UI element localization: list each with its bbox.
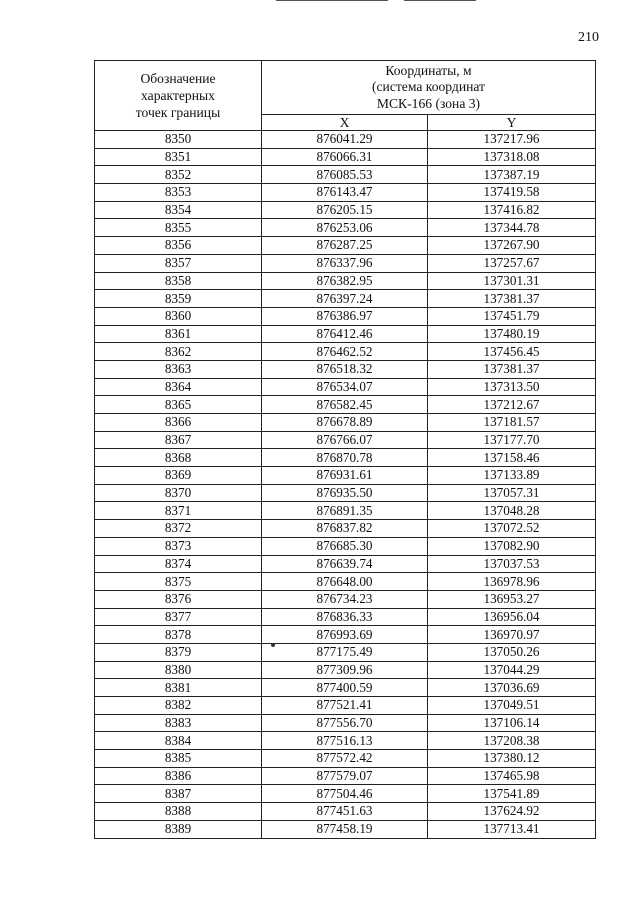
table-row: [95, 661, 596, 679]
cell-x: 876766.07: [262, 431, 428, 449]
cell-point: 8385: [95, 750, 262, 768]
cell-point: 8374: [95, 555, 262, 573]
cell-point: 8383: [95, 714, 262, 732]
table-row: [95, 467, 596, 485]
cell-y: 137456.45: [428, 343, 596, 361]
cell-point: 8376: [95, 590, 262, 608]
cell-x: 876678.89: [262, 414, 428, 432]
cell-x: 876386.97: [262, 307, 428, 325]
table-row: [95, 520, 596, 538]
cell-point: 8373: [95, 537, 262, 555]
cell-point: 8367: [95, 431, 262, 449]
table-row: [95, 307, 596, 325]
header-coords-line: МСК-166 (зона 3): [376, 95, 481, 111]
table-row: [95, 396, 596, 414]
cell-point: 8357: [95, 254, 262, 272]
cell-point: 8381: [95, 679, 262, 697]
top-rule-right: [404, 0, 476, 1]
table-row: [95, 219, 596, 237]
header-points-line: характерных: [141, 88, 215, 103]
table-row: [95, 750, 596, 768]
cell-point: 8387: [95, 785, 262, 803]
cell-point: 8377: [95, 608, 262, 626]
cell-y: 137318.08: [428, 148, 596, 166]
cell-point: 8382: [95, 697, 262, 715]
cell-point: 8371: [95, 502, 262, 520]
cell-y: 136953.27: [428, 590, 596, 608]
cell-x: 876993.69: [262, 626, 428, 644]
cell-y: 137133.89: [428, 467, 596, 485]
header-x: X: [262, 115, 428, 131]
cell-x: 876935.50: [262, 484, 428, 502]
cell-y: 137381.37: [428, 360, 596, 378]
table-row: [95, 555, 596, 573]
cell-y: 137217.96: [428, 131, 596, 149]
cell-x: 876412.46: [262, 325, 428, 343]
cell-y: 137177.70: [428, 431, 596, 449]
cell-x: 876143.47: [262, 184, 428, 202]
header-coords-line: (система координат: [372, 79, 485, 95]
cell-x: 877521.41: [262, 697, 428, 715]
cell-point: 8364: [95, 378, 262, 396]
cell-y: 137050.26: [428, 643, 596, 661]
cell-x: 876382.95: [262, 272, 428, 290]
header-points-line: точек границы: [135, 105, 221, 120]
table-row: [95, 131, 596, 149]
table-row: [95, 414, 596, 432]
table-row: [95, 679, 596, 697]
cell-point: 8375: [95, 573, 262, 591]
cell-point: 8386: [95, 767, 262, 785]
cell-point: 8384: [95, 732, 262, 750]
cell-x: 877458.19: [262, 820, 428, 838]
cell-y: 137158.46: [428, 449, 596, 467]
cell-point: 8369: [95, 467, 262, 485]
cell-point: 8368: [95, 449, 262, 467]
cell-x: 876931.61: [262, 467, 428, 485]
header-coords-line: Координаты, м: [385, 62, 472, 78]
cell-x: 876066.31: [262, 148, 428, 166]
cell-y: 137048.28: [428, 502, 596, 520]
page-number: 210: [578, 30, 599, 45]
table-row: [95, 484, 596, 502]
table-row: [95, 767, 596, 785]
table-row: [95, 803, 596, 821]
cell-x: 877309.96: [262, 661, 428, 679]
cell-point: 8362: [95, 343, 262, 361]
cell-point: 8379: [95, 643, 262, 661]
table-row: [95, 378, 596, 396]
cell-y: 137381.37: [428, 290, 596, 308]
cell-y: 137624.92: [428, 803, 596, 821]
cell-y: 136978.96: [428, 573, 596, 591]
table-row: [95, 697, 596, 715]
cell-x: 877572.42: [262, 750, 428, 768]
header-y: Y: [428, 115, 596, 131]
cell-point: 8378: [95, 626, 262, 644]
header-points-line: Обозначение: [140, 71, 216, 86]
table-row: [95, 537, 596, 555]
table-row: [95, 590, 596, 608]
cell-point: 8356: [95, 237, 262, 255]
cell-x: 877579.07: [262, 767, 428, 785]
cell-x: 876337.96: [262, 254, 428, 272]
cell-x: 877400.59: [262, 679, 428, 697]
table-body: [95, 131, 596, 839]
cell-y: 137049.51: [428, 697, 596, 715]
table-row: [95, 148, 596, 166]
cell-y: 137208.38: [428, 732, 596, 750]
table-row: [95, 449, 596, 467]
cell-point: 8359: [95, 290, 262, 308]
cell-point: 8354: [95, 201, 262, 219]
table-row: [95, 573, 596, 591]
table-row: [95, 643, 596, 661]
cell-x: 877504.46: [262, 785, 428, 803]
cell-x: 876639.74: [262, 555, 428, 573]
cell-point: 8361: [95, 325, 262, 343]
table-row: [95, 714, 596, 732]
cell-point: 8351: [95, 148, 262, 166]
table-row: [95, 184, 596, 202]
cell-y: 137181.57: [428, 414, 596, 432]
cell-y: 137212.67: [428, 396, 596, 414]
cell-y: 137313.50: [428, 378, 596, 396]
header-points: [95, 61, 262, 131]
cell-y: 137044.29: [428, 661, 596, 679]
table-row: [95, 343, 596, 361]
cell-point: 8389: [95, 820, 262, 838]
cell-x: 876582.45: [262, 396, 428, 414]
cell-y: 137267.90: [428, 237, 596, 255]
cell-y: 137541.89: [428, 785, 596, 803]
cell-x: 876891.35: [262, 502, 428, 520]
cell-y: 137465.98: [428, 767, 596, 785]
table-row: [95, 820, 596, 838]
cell-x: 876518.32: [262, 360, 428, 378]
cell-y: 137380.12: [428, 750, 596, 768]
cell-point: 8372: [95, 520, 262, 538]
table-row: [95, 201, 596, 219]
cell-x: 876462.52: [262, 343, 428, 361]
cell-point: 8363: [95, 360, 262, 378]
cell-point: 8350: [95, 131, 262, 149]
cell-x: 876870.78: [262, 449, 428, 467]
cell-x: 876836.33: [262, 608, 428, 626]
cell-x: 876085.53: [262, 166, 428, 184]
scan-artifact-dot: [271, 643, 275, 647]
cell-y: 137257.67: [428, 254, 596, 272]
cell-y: 136956.04: [428, 608, 596, 626]
cell-x: 876041.29: [262, 131, 428, 149]
cell-point: 8366: [95, 414, 262, 432]
cell-y: 136970.97: [428, 626, 596, 644]
cell-x: 877451.63: [262, 803, 428, 821]
coordinates-table: [94, 60, 596, 839]
cell-x: 877175.49: [262, 643, 428, 661]
table-row: [95, 502, 596, 520]
table-row: [95, 272, 596, 290]
cell-x: 876648.00: [262, 573, 428, 591]
cell-x: 876685.30: [262, 537, 428, 555]
cell-x: 877556.70: [262, 714, 428, 732]
header-coordinates: [262, 61, 596, 115]
cell-x: 876534.07: [262, 378, 428, 396]
table-row: [95, 626, 596, 644]
cell-y: 137072.52: [428, 520, 596, 538]
cell-x: 876253.06: [262, 219, 428, 237]
cell-y: 137037.53: [428, 555, 596, 573]
cell-y: 137057.31: [428, 484, 596, 502]
cell-y: 137344.78: [428, 219, 596, 237]
cell-y: 137451.79: [428, 307, 596, 325]
table-row: [95, 237, 596, 255]
cell-x: 877516.13: [262, 732, 428, 750]
table-row: [95, 431, 596, 449]
cell-y: 137106.14: [428, 714, 596, 732]
table-row: [95, 608, 596, 626]
table-row: [95, 360, 596, 378]
cell-point: 8380: [95, 661, 262, 679]
cell-x: 876837.82: [262, 520, 428, 538]
cell-y: 137082.90: [428, 537, 596, 555]
table-row: [95, 166, 596, 184]
cell-y: 137301.31: [428, 272, 596, 290]
cell-x: 876734.23: [262, 590, 428, 608]
cell-point: 8352: [95, 166, 262, 184]
top-rule-left: [276, 0, 388, 1]
cell-x: 876287.25: [262, 237, 428, 255]
table-row: [95, 785, 596, 803]
cell-y: 137713.41: [428, 820, 596, 838]
cell-point: 8358: [95, 272, 262, 290]
cell-point: 8353: [95, 184, 262, 202]
cell-y: 137480.19: [428, 325, 596, 343]
cell-point: 8365: [95, 396, 262, 414]
table-row: [95, 325, 596, 343]
cell-y: 137036.69: [428, 679, 596, 697]
cell-x: 876397.24: [262, 290, 428, 308]
cell-x: 876205.15: [262, 201, 428, 219]
cell-point: 8370: [95, 484, 262, 502]
cell-point: 8388: [95, 803, 262, 821]
cell-y: 137419.58: [428, 184, 596, 202]
table-row: [95, 290, 596, 308]
cell-y: 137387.19: [428, 166, 596, 184]
cell-y: 137416.82: [428, 201, 596, 219]
cell-point: 8355: [95, 219, 262, 237]
table-row: [95, 254, 596, 272]
cell-point: 8360: [95, 307, 262, 325]
table-row: [95, 732, 596, 750]
